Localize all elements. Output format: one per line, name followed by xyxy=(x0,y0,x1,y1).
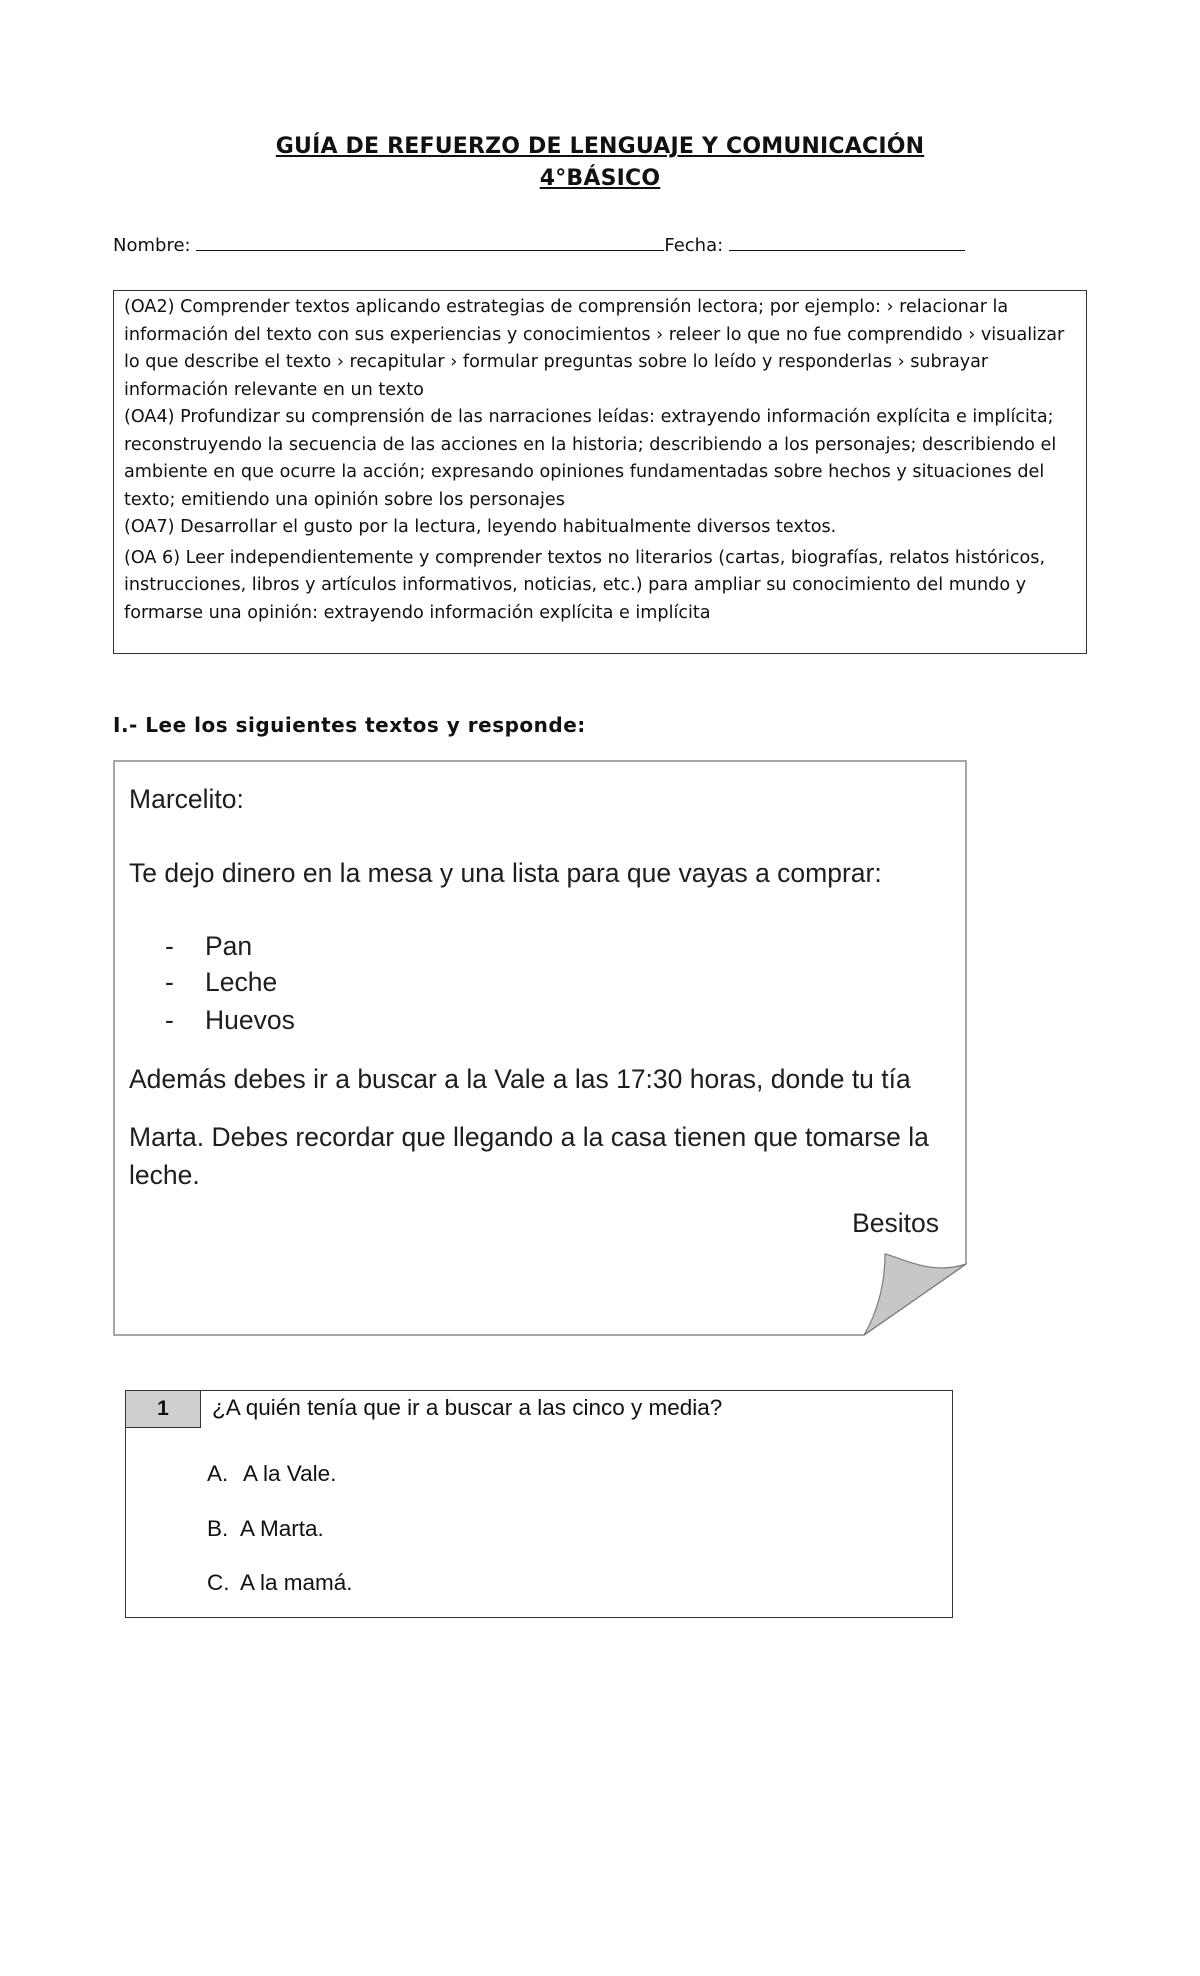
option-letter: C. xyxy=(207,1570,230,1595)
answer-option-a[interactable] xyxy=(207,1461,336,1487)
option-text: A la mamá. xyxy=(240,1570,353,1595)
question-number: 1 xyxy=(126,1391,201,1428)
objective-oa7: (OA7) Desarrollar el gusto por la lectura, leyendo habitualmente diversos textos. xyxy=(124,517,837,537)
answer-option-b[interactable] xyxy=(207,1516,324,1542)
question-text: ¿A quién tenía que ir a buscar a las cinco y media? xyxy=(212,1395,723,1420)
note-frame xyxy=(113,760,967,1336)
question-1 xyxy=(125,1390,953,1618)
objective-oa6: (OA 6) Leer independientemente y comprender textos no literarios (cartas, biografías, relatos históricos, instrucciones, libros y artículos informativos, noticias, etc.) para ampliar su conocimiento del mundo y formarse una opinión: extrayendo información explícita e implícita xyxy=(124,547,1046,623)
objective-oa4: (OA4) Profundizar su comprensión de las narraciones leídas: extrayendo información explícita e implícita; reconstruyendo la secuencia de las acciones en la historia; describiendo a los personajes; describiendo el ambiente en que ocurre la acción; expresando opiniones fundamentadas sobre hechos y situaciones del texto; emitiendo una opinión sobre los personajes xyxy=(124,407,1057,510)
objective-oa2: (OA2) Comprender textos aplicando estrategias de comprensión lectora; por ejemplo: › relacionar la información del texto con sus experiencias y conocimientos › releer lo que no fue comprendido › visualizar lo que describe el texto › recapitular › formular preguntas sobre lo leído y responderlas › subrayar información relevante en un texto xyxy=(124,297,1065,400)
name-label: Nombre: xyxy=(113,235,191,256)
note-card xyxy=(113,760,967,1336)
date-label: Fecha: xyxy=(664,235,724,256)
note-greeting: Marcelito: xyxy=(129,784,244,814)
page-title: GUÍA DE REFUERZO DE LENGUAJE Y COMUNICACIÓN xyxy=(275,134,925,159)
option-text: A la Vale. xyxy=(243,1461,337,1486)
list-item: - Huevos xyxy=(165,1005,295,1035)
option-letter: A. xyxy=(207,1461,229,1486)
note-signature: Besitos xyxy=(852,1208,939,1238)
learning-objectives-box xyxy=(113,290,1087,654)
section-instruction: I.- Lee los siguientes textos y responde: xyxy=(113,713,586,737)
option-letter: B. xyxy=(207,1516,229,1541)
note-paragraph: Marta. Debes recordar que llegando a la casa tienen que tomarse la leche. xyxy=(129,1122,929,1190)
page-subtitle: 4°BÁSICO xyxy=(539,166,661,191)
student-info-row xyxy=(113,232,993,256)
note-intro: Te dejo dinero en la mesa y una lista para que vayas a comprar: xyxy=(129,858,882,888)
note-paragraph: Además debes ir a buscar a la Vale a las 17:30 horas, donde tu tía xyxy=(129,1064,911,1094)
date-field[interactable] xyxy=(729,232,965,251)
answer-option-c[interactable] xyxy=(207,1570,353,1596)
name-field[interactable] xyxy=(196,232,664,251)
option-text: A Marta. xyxy=(240,1516,324,1541)
shopping-list xyxy=(129,928,295,1038)
list-item: - Pan xyxy=(165,931,253,961)
list-item: - Leche xyxy=(165,967,278,997)
